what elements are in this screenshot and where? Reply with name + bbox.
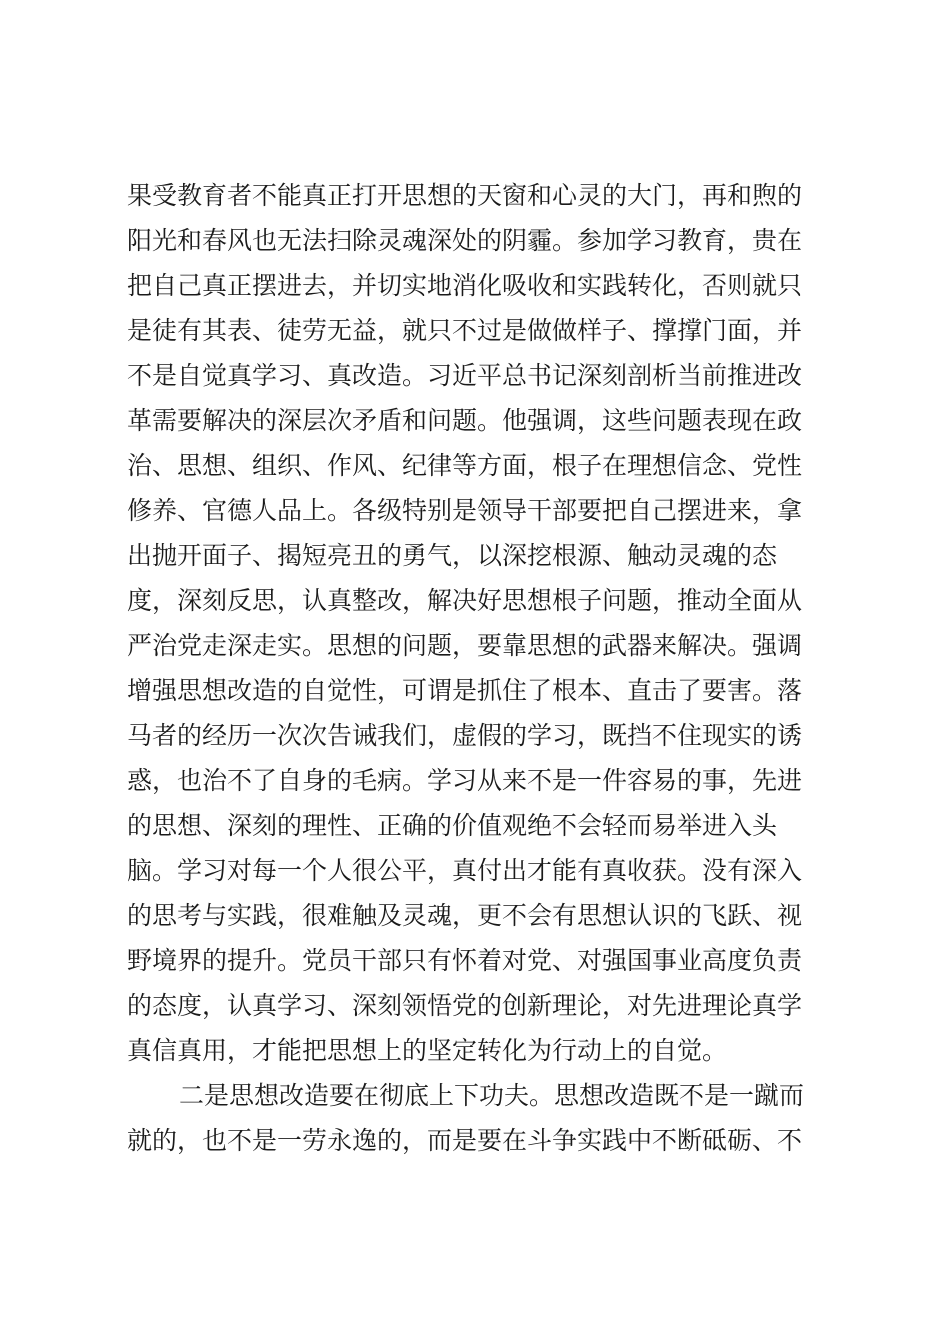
text-line: 把自己真正摆进去，并切实地消化吸收和实践转化，否则就只 xyxy=(127,271,803,300)
text-line: 是徒有其表、徒劳无益，就只不过是做做样子、撑撑门面，并 xyxy=(127,316,803,345)
text-line: 就的，也不是一劳永逸的，而是要在斗争实践中不断砥砺、不 xyxy=(127,1126,803,1155)
text-line: 脑。学习对每一个人很公平，真付出才能有真收获。没有深入 xyxy=(127,856,803,885)
text-line: 野境界的提升。党员干部只有怀着对党、对强国事业高度负责 xyxy=(127,946,803,975)
text-line: 革需要解决的深层次矛盾和问题。他强调，这些问题表现在政 xyxy=(127,406,803,435)
body-text xyxy=(127,173,827,1163)
text-line: 马者的经历一次次告诫我们，虚假的学习，既挡不住现实的诱 xyxy=(127,721,803,750)
text-line: 的思考与实践，很难触及灵魂，更不会有思想认识的飞跃、视 xyxy=(127,901,803,930)
text-line: 阳光和春风也无法扫除灵魂深处的阴霾。参加学习教育，贵在 xyxy=(127,226,803,255)
text-line: 真信真用，才能把思想上的坚定转化为行动上的自觉。 xyxy=(127,1036,728,1065)
text-line: 严治党走深走实。思想的问题，要靠思想的武器来解决。强调 xyxy=(127,631,803,660)
text-line: 的态度，认真学习、深刻领悟党的创新理论，对先进理论真学 xyxy=(127,991,803,1020)
text-line: 度，深刻反思，认真整改，解决好思想根子问题，推动全面从 xyxy=(127,586,803,615)
text-line: 果受教育者不能真正打开思想的天窗和心灵的大门，再和煦的 xyxy=(127,181,803,210)
text-line: 不是自觉真学习、真改造。习近平总书记深刻剖析当前推进改 xyxy=(127,361,803,390)
text-line: 修养、官德人品上。各级特别是领导干部要把自己摆进来，拿 xyxy=(127,496,803,525)
text-line: 的思想、深刻的理性、正确的价值观绝不会轻而易举进入头 xyxy=(127,811,778,840)
text-line: 增强思想改造的自觉性，可谓是抓住了根本、直击了要害。落 xyxy=(127,676,803,705)
text-line: 治、思想、组织、作风、纪律等方面，根子在理想信念、党性 xyxy=(127,451,803,480)
paragraph-start-line: 二是思想改造要在彻底上下功夫。思想改造既不是一蹴而 xyxy=(179,1081,805,1110)
text-line: 出抛开面子、揭短亮丑的勇气，以深挖根源、触动灵魂的态 xyxy=(127,541,778,570)
text-line: 惑，也治不了自身的毛病。学习从来不是一件容易的事，先进 xyxy=(127,766,803,795)
